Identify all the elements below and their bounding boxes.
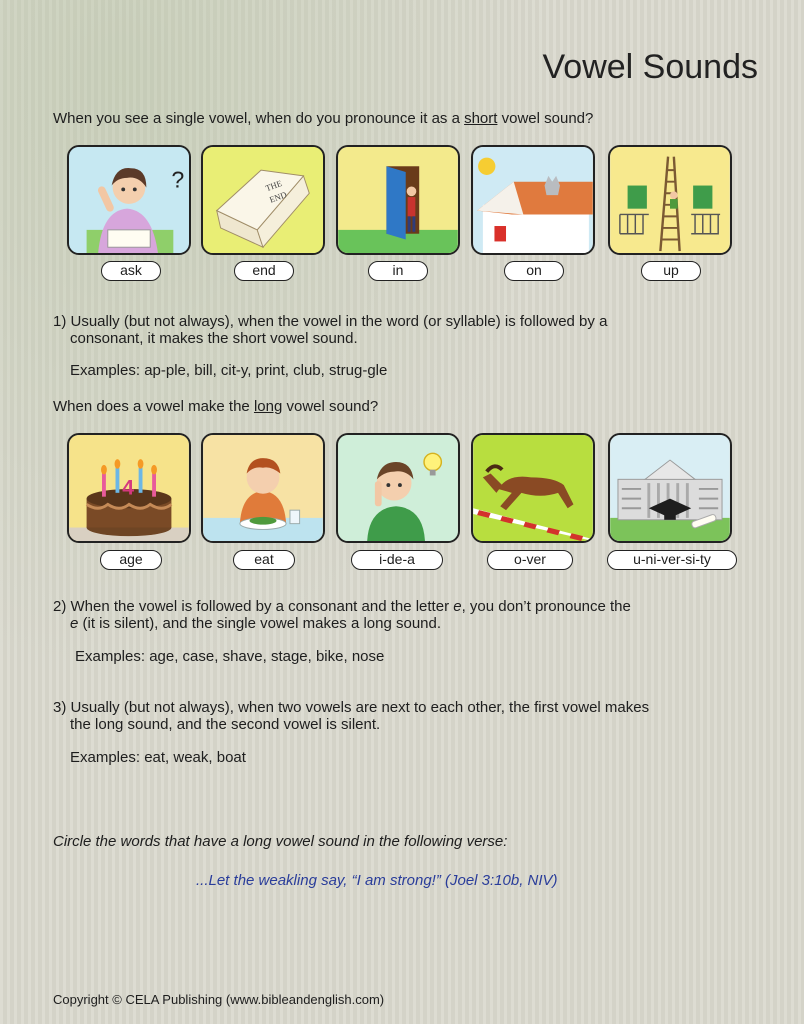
exercise-prompt: Circle the words that have a long vowel sound in the following verse:	[53, 833, 508, 850]
word-in: in	[368, 261, 428, 281]
eat-picture	[201, 433, 325, 543]
university-illustration	[610, 435, 730, 541]
age-picture	[67, 433, 191, 543]
over-picture	[471, 433, 595, 543]
long-question	[53, 398, 378, 416]
idea-picture	[336, 433, 460, 543]
long-question-text: When does a vowel make the	[53, 398, 254, 415]
rule-2-examples: Examples: age, case, shave, stage, bike, nose	[75, 648, 385, 665]
rule-2-letter-e-2: e	[70, 615, 79, 632]
rule-2-text-a: 2) When the vowel is followed by a consonant and the letter	[53, 598, 454, 615]
in-picture	[336, 145, 460, 255]
word-on: on	[504, 261, 564, 281]
long-underlined: long	[253, 398, 283, 415]
on-illustration	[473, 147, 593, 253]
rule-3-line-2: the long sound, and the second vowel is silent.	[70, 716, 381, 733]
question-mark-glyph: ?	[171, 166, 185, 193]
word-age: age	[100, 550, 162, 570]
word-up: up	[641, 261, 701, 281]
short-question-text: When you see a single vowel, when do you pronounce it as a	[53, 110, 465, 127]
rule-2-text-b: , you don’t pronounce the	[461, 598, 631, 615]
idea-illustration	[338, 435, 458, 541]
up-illustration	[610, 147, 730, 253]
university-picture	[608, 433, 732, 543]
rule-2-letter-e: e	[453, 598, 462, 615]
book-text-the: THE	[264, 178, 284, 194]
eat-illustration	[203, 435, 323, 541]
rule-3-line-1: 3) Usually (but not always), when two vowels are next to each other, the first vowel makes	[53, 699, 650, 716]
in-illustration	[338, 147, 458, 253]
word-eat: eat	[233, 550, 295, 570]
bible-verse: ...Let the weakling say, “I am strong!” (Joel 3:10b, NIV)	[196, 872, 558, 889]
word-o-ver: o-ver	[487, 550, 573, 570]
end-picture	[201, 145, 325, 255]
rule-1-examples: Examples: ap-ple, bill, cit-y, print, club, strug-gle	[70, 362, 388, 379]
rule-1-line-2: consonant, it makes the short vowel sound.	[70, 330, 358, 347]
word-i-de-a: i-de-a	[351, 550, 443, 570]
word-end: end	[234, 261, 294, 281]
age-illustration	[69, 435, 189, 541]
rule-1-line-1: 1) Usually (but not always), when the vowel in the word (or syllable) is followed by a	[53, 313, 608, 330]
up-picture	[608, 145, 732, 255]
book-text-end: END	[267, 189, 289, 205]
rule-2-line-1	[53, 598, 631, 616]
page-title: Vowel Sounds	[542, 48, 758, 86]
end-illustration	[203, 147, 323, 253]
rule-2-text-c: (it is silent), and the single vowel makes a long sound.	[78, 615, 442, 632]
rule-3-examples: Examples: eat, weak, boat	[70, 749, 246, 766]
word-u-ni-ver-si-ty: u-ni-ver-si-ty	[607, 550, 737, 570]
copyright: Copyright © CELA Publishing (www.bibleandenglish.com)	[53, 992, 385, 1007]
short-question	[53, 110, 593, 128]
ask-picture	[67, 145, 191, 255]
long-question-end: vowel sound?	[282, 398, 379, 415]
over-illustration	[473, 435, 593, 541]
ask-illustration	[69, 147, 189, 253]
short-question-end: vowel sound?	[497, 110, 594, 127]
short-underlined: short	[464, 110, 498, 127]
candle-number: 4	[122, 476, 135, 500]
word-ask: ask	[101, 261, 161, 281]
rule-2-line-2	[70, 615, 441, 633]
on-picture	[471, 145, 595, 255]
